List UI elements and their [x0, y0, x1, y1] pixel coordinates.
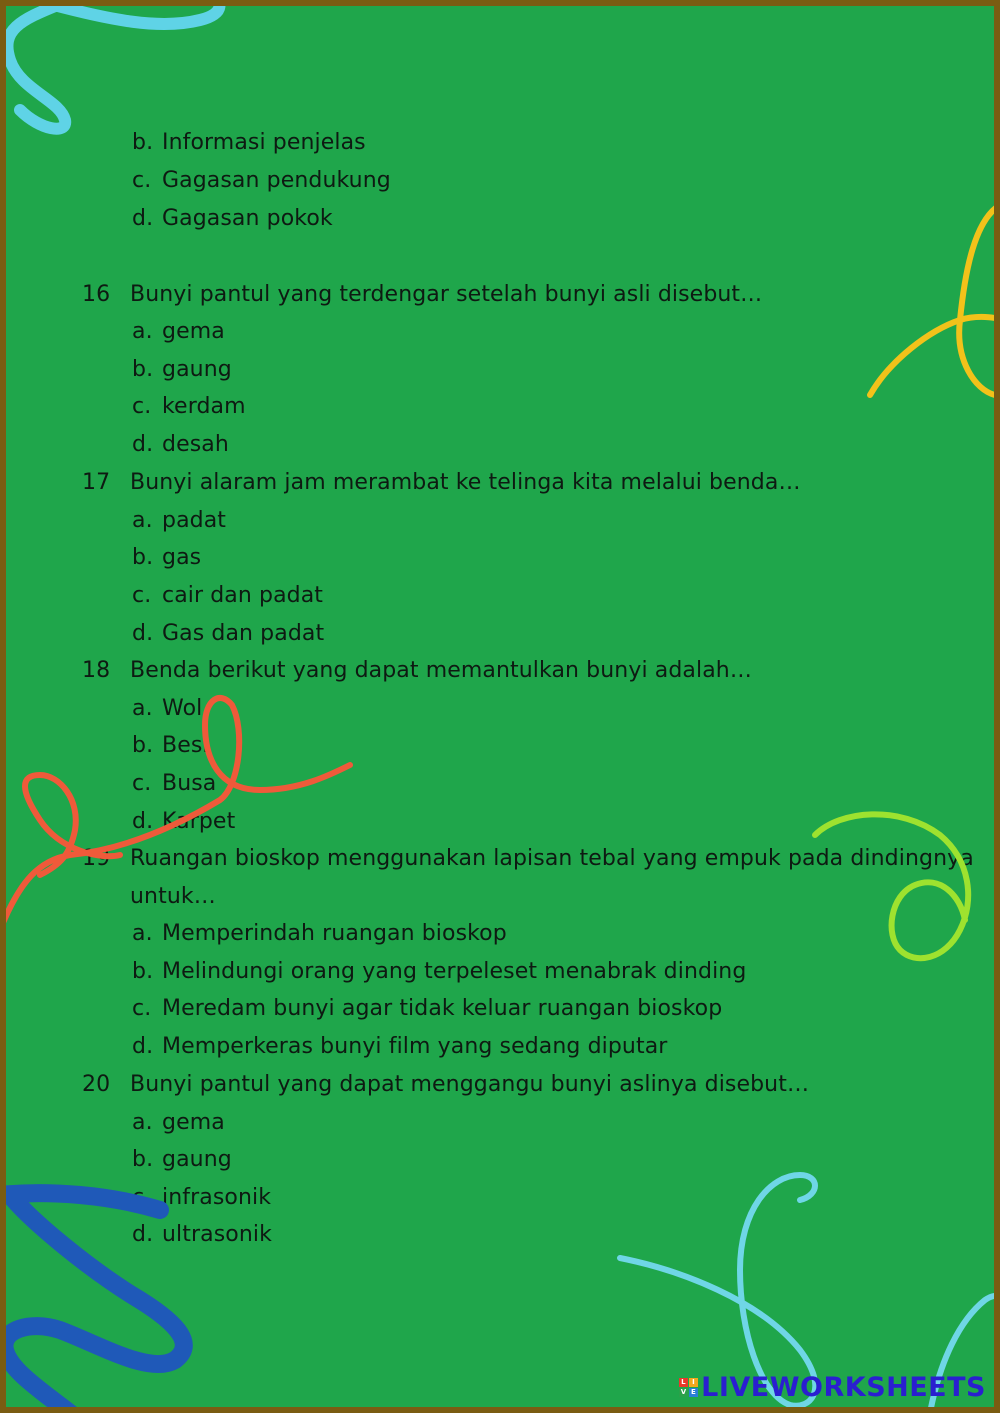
option-letter: d.	[132, 432, 154, 457]
option-text[interactable]: gaung	[162, 1147, 232, 1172]
option-text[interactable]: Busa	[162, 771, 217, 796]
question-text: Benda berikut yang dapat memantulkan bunyi adalah…	[130, 658, 752, 683]
question-text-continued: untuk…	[130, 884, 216, 909]
option-text[interactable]: Meredam bunyi agar tidak keluar ruangan bioskop	[162, 996, 723, 1021]
logo-letter: E	[691, 1388, 697, 1396]
option-letter: d.	[132, 621, 154, 646]
option-text[interactable]: cair dan padat	[162, 583, 324, 608]
worksheet-page	[6, 6, 994, 1407]
option-text[interactable]: desah	[162, 432, 229, 457]
option-letter: b.	[132, 357, 154, 382]
option-letter: c.	[132, 583, 152, 608]
option-text[interactable]: gema	[162, 1110, 225, 1135]
question-list	[6, 6, 994, 1407]
option-text[interactable]: gas	[162, 545, 202, 570]
option-text[interactable]: Gagasan pendukung	[162, 168, 391, 193]
question-text: Bunyi pantul yang dapat menggangu bunyi aslinya disebut…	[130, 1072, 810, 1097]
logo-letter: I	[689, 1378, 698, 1387]
option-letter: c.	[132, 996, 152, 1021]
option-text[interactable]: Gagasan pokok	[162, 206, 333, 231]
logo-letter: V	[680, 1388, 687, 1396]
option-letter: b.	[132, 1147, 154, 1172]
logo-letter: L	[679, 1378, 688, 1387]
option-text[interactable]: Memperkeras bunyi film yang sedang diputar	[162, 1034, 668, 1059]
option-letter: a.	[132, 696, 153, 721]
option-text[interactable]: gema	[162, 319, 225, 344]
option-letter: d.	[132, 809, 154, 834]
option-letter: a.	[132, 319, 153, 344]
question-text: Ruangan bioskop menggunakan lapisan tebal yang empuk pada dindingnya	[130, 846, 974, 871]
option-letter: c.	[132, 394, 152, 419]
liveworksheets-logo-icon	[679, 1378, 698, 1397]
question-number: 16	[82, 282, 111, 307]
option-letter: a.	[132, 508, 153, 533]
option-letter: c.	[132, 168, 152, 193]
question-text: Bunyi pantul yang terdengar setelah bunyi asli disebut…	[130, 282, 763, 307]
option-text[interactable]: Wol	[162, 696, 203, 721]
option-text[interactable]: padat	[162, 508, 227, 533]
option-letter: b.	[132, 545, 154, 570]
option-letter: b.	[132, 130, 154, 155]
option-text[interactable]: Besi	[162, 733, 209, 758]
watermark-text: LIVEWORKSHEETS	[701, 1372, 986, 1403]
option-letter: c.	[132, 1185, 152, 1210]
option-letter: a.	[132, 921, 153, 946]
option-letter: d.	[132, 1222, 154, 1247]
option-letter: b.	[132, 733, 154, 758]
option-text[interactable]: gaung	[162, 357, 232, 382]
question-number: 19	[82, 846, 111, 871]
option-text[interactable]: infrasonik	[162, 1185, 272, 1210]
question-number: 20	[82, 1072, 111, 1097]
option-letter: a.	[132, 1110, 153, 1135]
question-number: 17	[82, 470, 111, 495]
option-letter: d.	[132, 1034, 154, 1059]
option-letter: d.	[132, 206, 154, 231]
option-letter: b.	[132, 959, 154, 984]
question-text: Bunyi alaram jam merambat ke telinga kita melalui benda…	[130, 470, 801, 495]
liveworksheets-watermark	[679, 1372, 986, 1403]
option-letter: c.	[132, 771, 152, 796]
option-text[interactable]: Karpet	[162, 809, 236, 834]
option-text[interactable]: kerdam	[162, 394, 246, 419]
question-number: 18	[82, 658, 111, 683]
option-text[interactable]: Memperindah ruangan bioskop	[162, 921, 507, 946]
option-text[interactable]: Gas dan padat	[162, 621, 325, 646]
option-text[interactable]: Informasi penjelas	[162, 130, 366, 155]
option-text[interactable]: Melindungi orang yang terpeleset menabrak dinding	[162, 959, 747, 984]
option-text[interactable]: ultrasonik	[162, 1222, 272, 1247]
